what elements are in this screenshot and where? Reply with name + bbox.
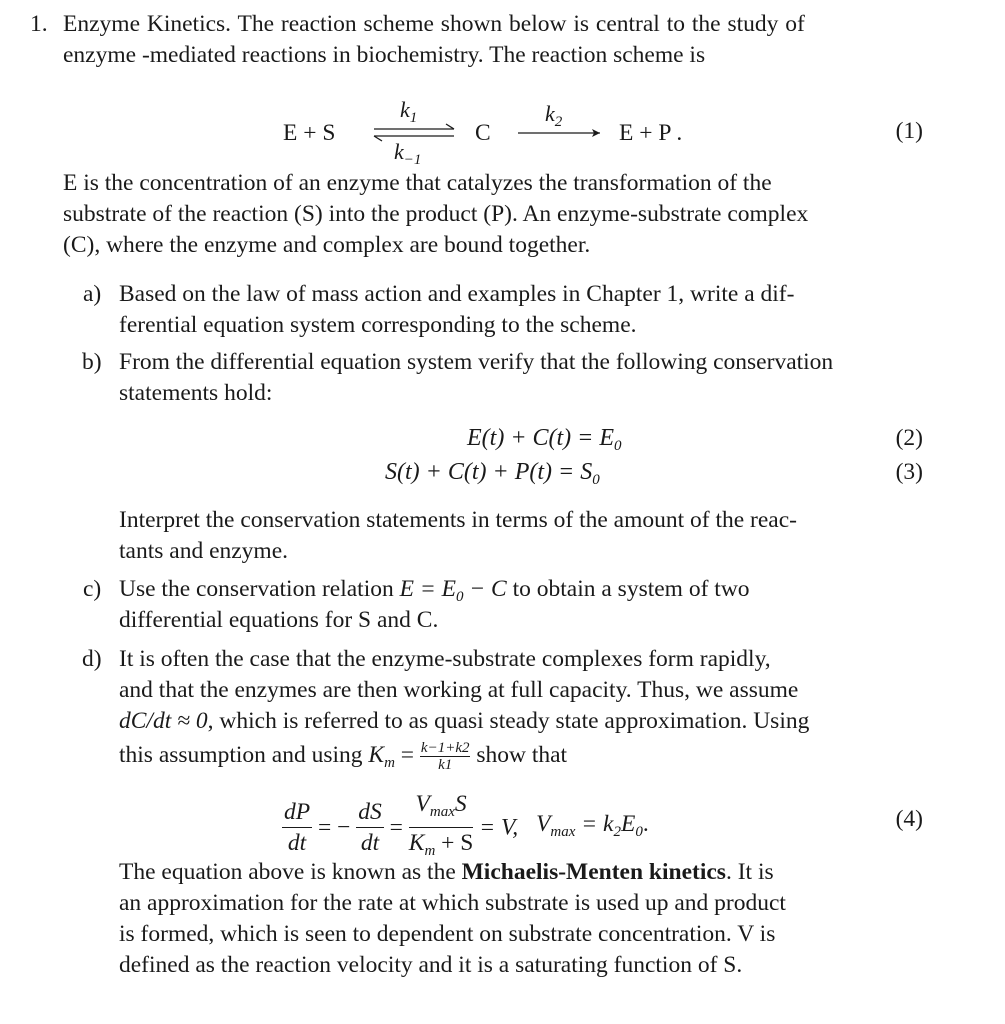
- part-a-line-2: ferential equation system corresponding to the scheme.: [119, 312, 637, 338]
- mm-line-2: an approximation for the rate at which substrate is used up and product: [119, 890, 786, 916]
- scheme-left: E + S: [283, 120, 336, 146]
- part-b-label: b): [82, 349, 102, 375]
- rate-k2: $k_2$: [545, 101, 563, 130]
- part-c-label: c): [83, 576, 102, 602]
- equation-number-3: (3): [895, 459, 923, 485]
- mm-line-1: The equation above is known as the Michaelis-Menten kinetics. It is: [119, 859, 774, 885]
- part-d-line-2: and that the enzymes are then working at full capacity. Thus, we assume: [119, 677, 799, 703]
- part-b-line-2: statements hold:: [119, 380, 273, 406]
- interpret-line-1: Interpret the conservation statements in terms of the amount of the reac-: [119, 507, 797, 533]
- definition-line-1: E is the concentration of an enzyme that catalyzes the transformation of the: [63, 170, 772, 196]
- part-c-line-2: differential equations for S and C.: [119, 607, 439, 633]
- scheme-right: E + P .: [619, 120, 683, 146]
- intro-line-1: Enzyme Kinetics. The reaction scheme shown below is central to the study of: [63, 11, 805, 37]
- forward-arrow-icon: [516, 126, 606, 140]
- part-a-label: a): [83, 281, 102, 307]
- part-c-line-1: Use the conservation relation $E = E_0 - C$ to obtain a system of two: [119, 576, 750, 605]
- interpret-line-2: tants and enzyme.: [119, 538, 289, 564]
- mm-line-3: is formed, which is seen to dependent on substrate concentration. V is: [119, 921, 776, 947]
- rate-k1: $k_1$: [400, 97, 418, 126]
- part-d-label: d): [82, 646, 102, 672]
- intro-line-2: enzyme -mediated reactions in biochemistry. The reaction scheme is: [63, 42, 706, 68]
- part-d-line-1: It is often the case that the enzyme-substrate complexes form rapidly,: [119, 646, 771, 672]
- equation-number-1: (1): [895, 118, 923, 144]
- equation-number-4: (4): [895, 806, 923, 832]
- part-d-line-3: dC/dt ≈ 0, which is referred to as quasi steady state approximation. Using: [119, 708, 810, 734]
- km-fraction: $\frac{k-1+k2}{k1}$: [420, 740, 470, 774]
- equation-4: $\frac{dP}{dt}$ = − $\frac{dS}{dt}$ = $\frac{V_{max}S}{K_m + S}$ = V, $V_{max} = k_2E_0$.: [284, 791, 649, 859]
- scheme-complex: C: [475, 120, 491, 146]
- problem-number: 1.: [30, 11, 48, 37]
- equation-number-2: (2): [895, 425, 923, 451]
- rate-k-minus1: $k_{-1}$: [394, 139, 422, 168]
- part-b-line-1: From the differential equation system verify that the following conservation: [119, 349, 834, 375]
- equation-3: $S(t) + C(t) + P(t) = S_0$: [385, 459, 600, 488]
- equation-2: $E(t) + C(t) = E_0$: [467, 425, 622, 454]
- part-d-line-4: this assumption and using $K_m$ = $\frac{k-1+k2}{k1}$ show that: [119, 740, 568, 774]
- definition-line-3: (C), where the enzyme and complex are bound together.: [63, 232, 591, 258]
- part-a-line-1: Based on the law of mass action and examples in Chapter 1, write a dif-: [119, 281, 795, 307]
- definition-line-2: substrate of the reaction (S) into the product (P). An enzyme-substrate complex: [63, 201, 809, 227]
- mm-line-4: defined as the reaction velocity and it is a saturating function of S.: [119, 952, 743, 978]
